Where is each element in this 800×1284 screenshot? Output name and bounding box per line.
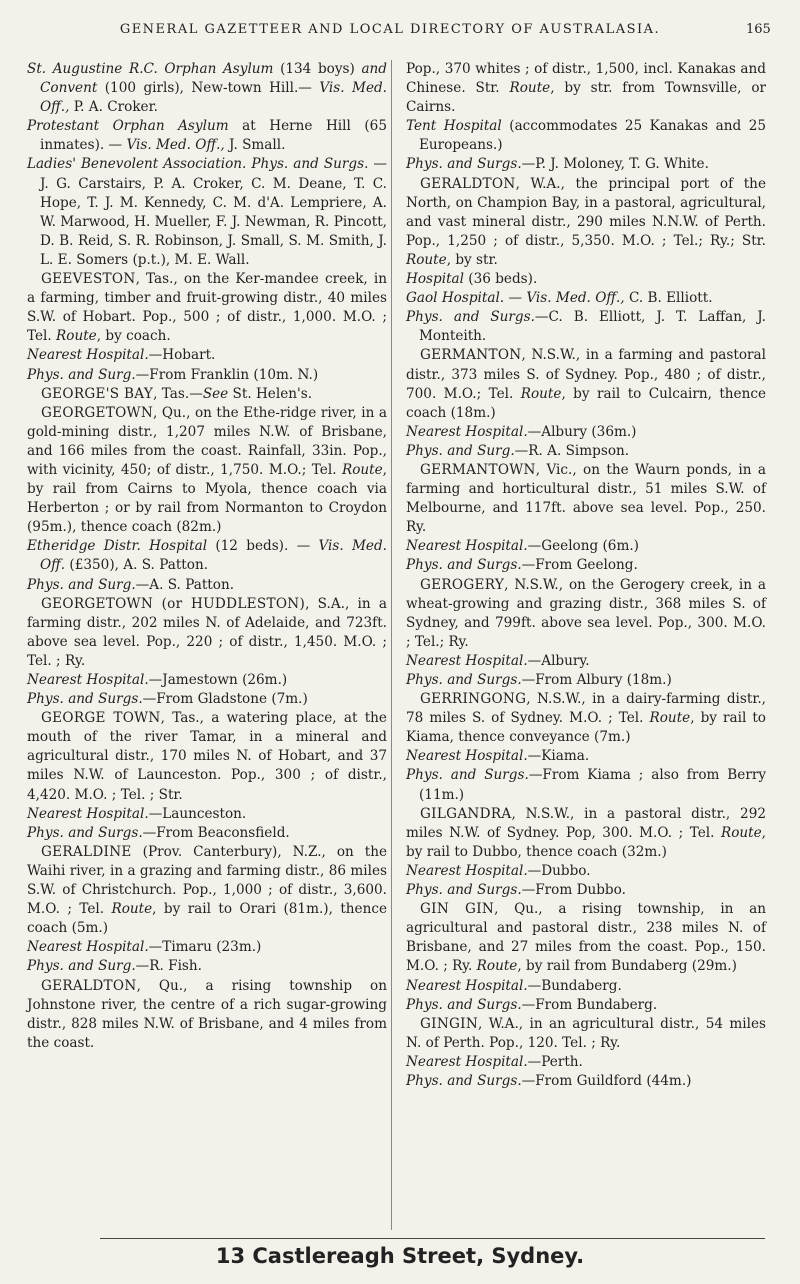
entry-text: —From Albury (18m.) [521,672,672,688]
entry-text: —A. S. Patton. [135,576,235,593]
italic-label: Phys. and Surgs. [27,691,143,708]
place-name: GEEVESTON [41,271,136,288]
entry-detail [27,366,387,385]
entry-text: at Herne Hill (65 inmates). — [40,118,387,154]
italic-label: Phys. and Surg. [406,442,515,459]
entry-text: , by str. [446,251,498,268]
place-name: GERRINGONG [420,691,527,708]
entry-detail [27,957,387,976]
entry-detail [406,671,766,690]
entry-detail [27,824,387,843]
footer-rule [100,1238,765,1239]
entry-detail [27,537,387,575]
entry-detail [406,766,766,804]
italic-label: Phys. and Surgs. [406,882,522,899]
italic-label: Phys. and Surg. [27,576,136,593]
italic-label: Nearest Hospital. [406,423,528,440]
italic-label: Route [509,80,551,97]
entry-detail [27,346,387,365]
entry-detail [406,556,766,575]
entry-detail [406,60,766,117]
italic-label: Phys. and Surgs. [406,672,522,688]
gazetteer-entry [406,576,766,652]
entry-text: —R. A. Simpson. [514,442,630,459]
place-name: GEORGETOWN (or HUDDLESTON) [41,595,306,612]
entry-text: , by rail to Dubbo, thence coach (32m.) [406,824,766,860]
gazetteer-entry [406,461,766,537]
entry-detail [406,442,766,461]
right-column [406,60,766,1091]
entry-text: , by coach. [96,328,171,345]
entry-text: —From Geelong. [521,557,638,574]
gazetteer-entry [406,900,766,976]
entry-detail [406,270,766,289]
entry-detail [406,862,766,881]
entry-text: —Dubbo. [527,862,591,879]
entry-detail [406,996,766,1015]
italic-label: Route [520,385,562,402]
italic-label: and Convent [40,61,387,97]
italic-label: Nearest Hospital. [27,347,149,364]
italic-label: Phys. and Surgs. [406,996,522,1013]
entry-text: —Hobart. [148,347,216,364]
italic-label: Nearest Hospital. [406,1053,528,1070]
left-column [27,60,387,1053]
gazetteer-entry [27,977,387,1053]
entry-text: , Qu., on the Ethe-ridge river, in a gold-mining distr., 1,207 miles N.W. of Brisbane, and 166 miles from the coast. Rainfall, 33in. Pop., with vicinity, 450; of distr., 1,750. M.O.; Tel. [27,404,387,478]
italic-label: Phys. and Surgs. [406,1072,522,1089]
page-number: 165 [746,22,771,37]
entry-text: , N.S.W., in a pastoral distr., 292 miles N.W. of Sydney. Pop, 300. M.O. ; Tel. [406,805,766,841]
place-name: GERALDTON [420,175,516,192]
footer-imprint: 13 Castlereagh Street, Sydney. [215,1244,585,1268]
entry-text: , N.S.W., in a farming and pastoral distr., 373 miles S. of Sydney. Pop., 480 ; of distr., 700. M.O.; Tel. [406,347,766,402]
place-name: GERALDINE [41,843,132,860]
entry-text: —Geelong (6m.) [527,538,639,555]
italic-label: Tent Hospital [406,118,502,135]
gazetteer-entry [27,595,387,671]
italic-label: Route [649,710,691,727]
entry-text: (12 beds). — [207,538,319,555]
entry-detail [406,308,766,346]
gazetteer-entry [27,270,387,346]
entry-detail [27,690,387,709]
gazetteer-entry [27,385,387,404]
entry-text: , N.S.W., on the Gerogery creek, in a wheat-growing and grazing distr., 368 miles S. of Sydney, and 799ft. above sea level. Pop., 300. M.O. ; Tel.; Ry. [406,576,766,650]
entry-text: (Prov. Canterbury), N.Z., on the Waihi river, in a grazing and farming distr., 86 miles S.W. of Christchurch. Pop., 1,000 ; of distr., 3,600. M.O. ; Tel. [27,843,387,918]
entry-text: —Bundaberg. [527,977,622,994]
entry-text: —C. B. Elliott, J. T. Laffan, J. Monteith. [419,309,766,345]
gazetteer-entry [406,346,766,422]
entry-text: , Qu., a rising township on Johnstone river, the centre of a rich sugar-growing distr., 828 miles N.W. of Brisbane, and 4 miles from the coast. [27,977,387,1051]
entry-detail [27,671,387,690]
italic-label: Phys. and Surgs. [406,156,522,173]
italic-label: Gaol Hospital. — Vis. Med. Off., [406,290,625,307]
italic-label: Route [406,251,447,268]
italic-label: Hospital [406,271,464,288]
entry-text: —From Bundaberg. [521,996,658,1013]
italic-label: Vis. Med. Off., [40,80,388,116]
entry-text: , S.A., in a farming distr., 202 miles N. of Adelaide, and 723ft. above sea level. Pop., 220 ; of distr., 1,450. M.O. ; Tel. ; Ry. [27,595,387,669]
entry-text: , by rail to Kiama, thence conveyance (7m.) [406,710,766,746]
italic-label: Nearest Hospital. [406,748,528,765]
place-name: GERMANTON [420,347,522,364]
italic-label: Route [56,328,97,345]
italic-label: Vis. Med. Off. [40,538,387,574]
italic-label: Nearest Hospital. [406,652,528,669]
place-name: GIN GIN [420,901,495,918]
entry-text: , by rail to Culcairn, thence coach (18m.) [406,385,766,421]
italic-label: Vis. Med. Off., [126,137,225,154]
entry-detail [406,1053,766,1072]
entry-text: C. B. Elliott. [624,290,713,307]
entry-text: —From Dubbo. [521,882,626,899]
italic-label: Nearest Hospital. [27,939,149,956]
entry-text: —R. Fish. [135,958,202,975]
entry-text: —From Beaconsfield. [142,824,290,841]
entry-text: , N.S.W., in a dairy-farming distr., 78 miles S. of Sydney. M.O. ; Tel. [406,691,766,727]
entry-detail [406,423,766,442]
italic-label: Nearest Hospital. [406,977,528,994]
entry-text: — J. G. Carstairs, P. A. Croker, C. M. Deane, T. C. Hope, T. J. M. Kennedy, C. M. d'A. Lempriere, A. W. Marwood, H. Mueller, F. J. Newman, R. Pincott, D. B. Reid, S. R. Robinson, J. Small, S. M. Smith, J. L. E. Somers (p.t.), M. E. Wall. [40,156,388,268]
entry-text: —P. J. Moloney, T. G. White. [521,156,709,173]
entry-text: —From Franklin (10m. N.) [135,366,319,383]
entry-text: , by rail from Cairns to Myola, thence coach via Herberton ; or by rail from Normanton to Croydon (95m.), thence coach (82m.) [27,461,387,536]
place-name: GEORGE'S BAY [41,385,154,402]
entry-detail [406,652,766,671]
entry-detail [406,1072,766,1091]
gazetteer-entry [406,1015,766,1053]
gazetteer-entry [406,690,766,747]
entry-detail [406,747,766,766]
entry-text: —Albury (36m.) [527,423,637,440]
entry-text: , W.A., the principal port of the North, on Champion Bay, in a pastoral, agricultural, and vast mineral distr., 290 miles N.N.W. of Perth. Pop., 1,250 ; of distr., 5,350. M.O. ; Tel.; Ry.; Str. [406,175,766,249]
entry-detail [27,60,387,117]
italic-label: Nearest Hospital. [406,862,528,879]
italic-label: Nearest Hospital. [27,672,149,688]
entry-detail [27,117,387,155]
italic-label: Route [720,824,762,841]
entry-text: —Launceston. [148,805,247,822]
entry-text: (accommodates 25 Kanakas and 25 Europeans.) [419,118,766,154]
italic-label: See [202,385,229,402]
entry-text: —Perth. [527,1053,583,1070]
gazetteer-entry [27,709,387,804]
italic-label: Phys. and Surgs. [406,557,522,574]
entry-text: , Tas.— [153,385,203,402]
entry-detail [27,938,387,957]
place-name: GILGANDRA [420,805,512,822]
italic-label: Route [341,461,383,478]
entry-text: , by str. from Townsville, or Cairns. [406,80,767,116]
place-name: GEORGE TOWN [41,710,161,727]
entry-text: —Timaru (23m.) [148,939,262,956]
entry-text: —From Gladstone (7m.) [142,691,308,708]
entry-text: , Tas., on the Ker-mandee creek, in a farming, timber and fruit-growing distr., 40 miles S.W. of Hobart. Pop., 500 ; of distr., 1,000. M.O. ; Tel. [27,271,387,345]
gazetteer-entry [406,175,766,270]
entry-detail [406,977,766,996]
italic-label: St. Augustine R.C. Orphan Asylum [27,61,274,77]
entry-detail [27,155,387,270]
entry-text: —Kiama. [527,748,590,765]
page-header [0,22,800,46]
italic-label: Phys. and Surgs. [406,767,529,784]
entry-text: , W.A., in an agricultural distr., 54 miles N. of Perth. Pop., 120. Tel. ; Ry. [406,1015,766,1051]
italic-label: Route [476,958,518,975]
entry-text: (36 beds). [463,271,538,288]
italic-label: Phys. and Surgs. [251,156,369,173]
entry-detail [27,576,387,595]
place-name: GERALDTON [41,977,137,994]
place-name: GERMANTOWN [420,461,536,478]
entry-text: , Tas., a watering place, at the mouth of the river Tamar, in a mineral and agricultural distr., 170 miles N. of Hobart, and 37 miles N.W. of Launceston. Pop., 300 ; of distr., 4,420. M.O. ; Tel. ; Str. [27,710,387,803]
gazetteer-entry [406,805,766,862]
entry-detail [406,289,766,308]
place-name: GEORGETOWN [41,404,154,421]
italic-label: Protestant Orphan Asylum [27,118,229,135]
place-name: GINGIN [420,1015,479,1032]
entry-text: Pop., 370 whites ; of distr., 1,500, incl. Kanakas and Chinese. Str. [406,61,766,97]
entry-detail [406,155,766,174]
entry-text: , by rail from Bundaberg (29m.) [517,958,737,975]
italic-label: Nearest Hospital. [27,805,149,822]
italic-label: Etheridge Distr. Hospital [27,538,208,555]
column-divider [391,60,392,1230]
entry-text: (£350), A. S. Patton. [65,557,209,574]
entry-text: —Albury. [527,652,590,669]
entry-text: St. Helen's. [228,385,313,402]
italic-label: Ladies' Benevolent Association. [27,156,247,173]
entry-text: J. Small. [224,137,286,154]
entry-text: P. A. Croker. [69,99,158,116]
italic-label: Nearest Hospital. [406,538,528,555]
entry-text: —Jamestown (26m.) [148,672,288,688]
entry-text: —From Guildford (44m.) [521,1072,692,1089]
entry-text: (100 girls), New-town Hill.— [97,80,320,97]
entry-detail [406,117,766,155]
entry-text: , Qu., a rising township, in an agricultural and pastoral distr., 238 miles N. of Brisbane, and 27 miles from the coast. Pop., 150. M.O. ; Ry. [406,901,767,975]
entry-text: , Vic., on the Waurn ponds, in a farming and horticultural distr., 51 miles S.W. of Melbourne, and 117ft. above sea level. Pop., 250. Ry. [406,461,766,536]
place-name: GEROGERY [420,576,505,593]
italic-label: Phys. and Surg. [27,366,136,383]
entry-text: (134 boys) [273,61,362,77]
entry-text: —From Kiama ; also from Berry (11m.) [419,767,767,803]
italic-label: Phys. and Surgs. [27,824,143,841]
gazetteer-entry [27,404,387,538]
italic-label: Route [111,901,153,918]
italic-label: Phys. and Surgs. [406,309,535,326]
running-head: GENERAL GAZETTEER AND LOCAL DIRECTORY OF AUSTRALASIA. [119,22,661,37]
entry-text: , by rail to Orari (81m.), thence coach (5m.) [27,901,387,937]
gazetteer-entry [27,843,387,938]
entry-detail [27,805,387,824]
entry-detail [406,881,766,900]
entry-detail [406,537,766,556]
italic-label: Phys. and Surg. [27,958,136,975]
